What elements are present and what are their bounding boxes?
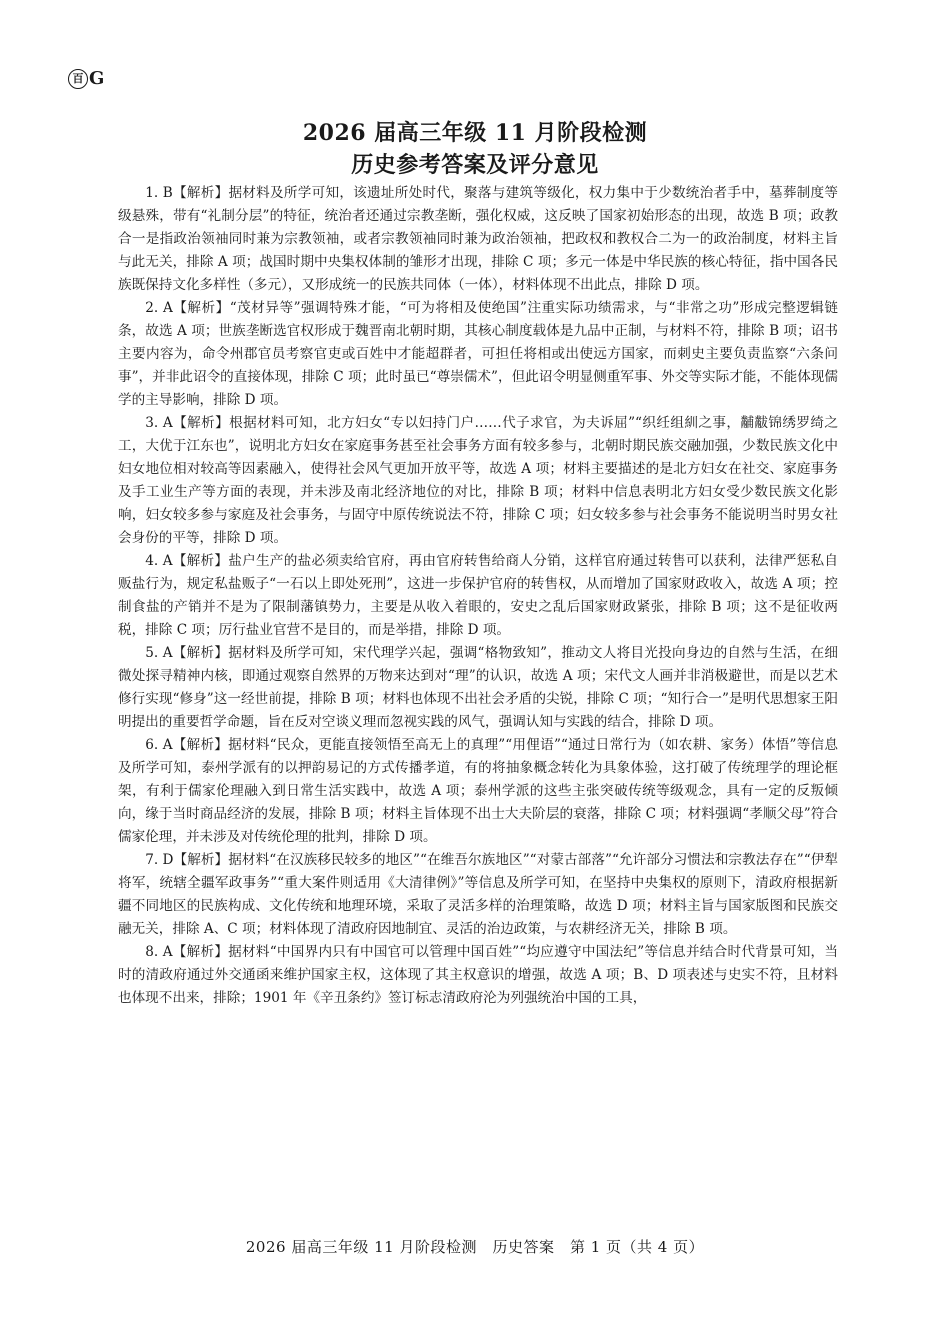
answer-item-7: 7. D【解析】据材料“在汉族移民较多的地区”“在维吾尔族地区”“对蒙古部落”“允许部分习惯法和宗教法存在”“伊犁将军，统辖全疆军政事务”“重大案件则适用《大清律例》”等信息及所学可知，在坚持中央集权的原则下，清政府根据新疆不同地区的民族构成、文化传统和地理环境，采取了灵活多样的治理策略，故选 D 项；材料主旨与国家版图和民族交融无关，排除 A、C 项；材料体现了清政府因地制宜、灵活的治边政策，与农耕经济无关，排除 B 项。	[118, 852, 838, 937]
answer-item-4: 4. A【解析】盐户生产的盐必须卖给官府，再由官府转售给商人分销，这样官府通过转售可以获利，法律严惩私自贩盐行为，规定私盐贩子“一石以上即处死刑”，这进一步保护官府的转售权，从而增加了国家财政收入，故选 A 项；控制食盐的产销并不是为了限制藩镇势力，主要是从收入着眼的，安史之乱后国家财政紧张，排除 B 项；这不是征收两税，排除 C 项；厉行盐业官营不是目的，而是举措，排除 D 项。	[118, 553, 838, 638]
answer-item-2: 2. A【解析】“茂材异等”强调特殊才能，“可为将相及使绝国”注重实际功绩需求，与“非常之功”形成完整逻辑链条，故选 A 项；世族垄断选官权形成于魏晋南北朝时期，其核心制度载体是九品中正制，与材料不符，排除 B 项；诏书主要内容为，命令州郡官员考察官吏或百姓中才能超群者，可担任将相或出使远方国家，而刺史主要负责监察“六条问事”，并非此诏令的直接体现，排除 C 项；此时虽已“尊崇儒术”，但此诏令明显侧重军事、外交等实际才能，不能体现儒学的主导影响，排除 D 项。	[118, 300, 838, 408]
answer-list	[118, 182, 838, 1010]
page-title: 2026 届高三年级 11 月阶段检测	[302, 120, 648, 146]
logo	[68, 68, 104, 89]
answer-item-8: 8. A【解析】据材料“中国界内只有中国官可以管理中国百姓”“均应遵守中国法纪”等信息并结合时代背景可知，当时的清政府通过外交通函来维护国家主权，这体现了其主权意识的增强，故选 A 项；B、D 项表述与史实不符，且材料也体现不出来，排除；1901 年《辛丑条约》签订标志清政府沦为列强统治中国的工具，	[118, 944, 838, 1006]
answer-item-1: 1. B【解析】据材料及所学可知，该遗址所处时代，聚落与建筑等级化，权力集中于少数统治者手中，墓葬制度等级悬殊，带有“礼制分层”的特征，统治者还通过宗教垄断，强化权威，这反映了国家初始形态的出现，故选 B 项；政教合一是指政治领袖同时兼为宗教领袖，或者宗教领袖同时兼为政治领袖，把政权和教权合二为一的政治制度，材料主旨与此无关，排除 A 项；战国时期中央集权体制的雏形才出现，排除 C 项；多元一体是中华民族的核心特征，指中国各民族既保持文化多样性（多元），又形成统一的民族共同体（一体），材料体现不出此点，排除 D 项。	[118, 185, 838, 293]
page-subtitle: 历史参考答案及评分意见	[351, 152, 599, 178]
answer-item-5: 5. A【解析】据材料及所学可知，宋代理学兴起，强调“格物致知”，推动文人将目光投向身边的自然与生活，在细微处探寻精神内核，即通过观察自然界的万物来达到对“理”的认识，故选 A 项；宋代文人画并非消极避世，而是以艺术修行实现“修身”这一经世前提，排除 B 项；材料也体现不出社会矛盾的尖锐，排除 C 项；“知行合一”是明代思想家王阳明提出的重要哲学命题，旨在反对空谈义理而忽视实践的风气，强调认知与实践的结合，排除 D 项。	[118, 645, 838, 730]
answer-item-6: 6. A【解析】据材料“民众，更能直接领悟至高无上的真理”“用俚语”“通过日常行为（如农耕、家务）体悟”等信息及所学可知，泰州学派有的以押韵易记的方式传播孝道，有的将抽象概念转化为具象体验，这打破了传统理学的理论框架，有利于儒家伦理融入到日常生活实践中，故选 A 项；泰州学派的这些主张突破传统等级观念，具有一定的反叛倾向，缘于当时商品经济的发展，排除 B 项；材料主旨体现不出士大夫阶层的衰落，排除 C 项；材料强调“孝顺父母”符合儒家伦理，并未涉及对传统伦理的批判，排除 D 项。	[118, 737, 838, 845]
logo-letter: G	[89, 68, 105, 89]
page-footer: 2026 届高三年级 11 月阶段检测 历史答案 第 1 页（共 4 页）	[245, 1238, 705, 1256]
answer-item-3: 3. A【解析】根据材料可知，北方妇女“专以妇持门户……代子求官，为夫诉屈”“织纴组紃之事，黼黻锦绣罗绮之工，大优于江东也”，说明北方妇女在家庭事务甚至社会事务方面有较多参与，北朝时期民族交融加强，少数民族文化中妇女地位相对较高等因素融入，使得社会风气更加开放平等，故选 A 项；材料主要描述的是北方妇女在社交、家庭事务及手工业生产等方面的表现，并未涉及南北经济地位的对比，排除 B 项；材料中信息表明北方妇女受少数民族文化影响，妇女较多参与家庭及社会事务，与固守中原传统说法不符，排除 C 项；妇女较多参与社会事务不能说明当时男女社会身份的平等，排除 D 项。	[118, 415, 838, 546]
logo-seal-icon: 百	[68, 69, 88, 89]
